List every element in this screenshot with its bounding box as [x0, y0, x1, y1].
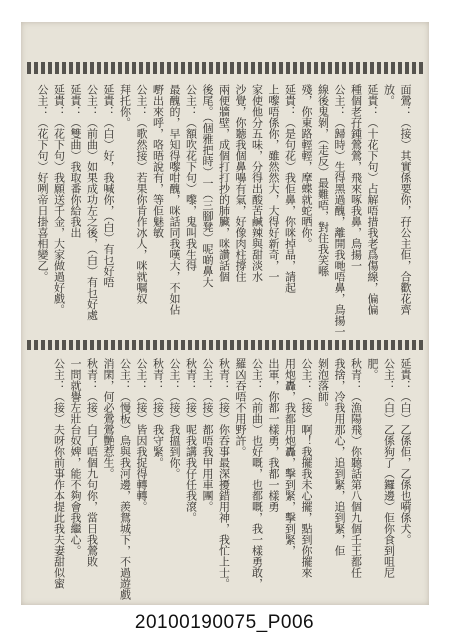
text-column: 種個老孖鍾鶯鶯，飛來啄我鼻，鳥揚一: [349, 84, 363, 271]
text-column: 嘢出來呼，咯晤說有，等佢魅敏: [151, 84, 165, 238]
text-column: 最醜的，早知得嚟咁醜，咪話同我嘆大，不如佔: [168, 84, 181, 315]
script-page: [21, 22, 429, 605]
text-column: 延貴：（是句花）我佢鼻，你咪掉晶，請起: [283, 84, 297, 293]
text-column: 放。: [382, 84, 396, 106]
text-column: 公主：（前曲）也好嘅，也都嘅，我一樣勇敢，: [250, 358, 264, 589]
text-column: 公主：（接）皆因我捉得轉轉。: [135, 358, 148, 512]
text-column: 上嚟唔係你，雖然然大，大得好新奇，一: [267, 84, 280, 282]
text-column: 羅凶吞唔不用野許。: [234, 358, 247, 457]
page-caption: 20100190075_P006: [134, 612, 315, 633]
text-column: 出軍，你都一樣勇，我都一樣勇: [267, 358, 280, 512]
text-column: 公主：（慢板）鳥與我河邊，羨鴛城下，不過遊戲: [118, 358, 132, 600]
text-column: 秋青：（接）我守緊。: [151, 358, 165, 468]
text-column: 延貴：（十花下句）占解唔措我老爲傷線，偏偏: [366, 84, 379, 315]
text-column: 公主：（花下句）好咧帝日掛喜相變乙。: [36, 84, 49, 282]
text-column: 剝泡落師。: [316, 358, 330, 413]
text-column: 殘，你東路輕輕，摩蝶就蛇晒你。: [300, 84, 313, 249]
text-column: 秋青：（漁陽飛）你聽話第八個九個壬王都任: [349, 358, 363, 578]
text-column: 公主：（接）都唔我甲用車團。: [201, 358, 214, 512]
text-column: 公主：（接）夫呀你前事作本提此我夫妻甜似蜜: [52, 358, 66, 589]
text-column: 拜托你。: [118, 84, 132, 128]
text-column: 線後鬼剝，（走反）最難唔，對住我笑喺: [316, 84, 330, 277]
text-column: 秋青：（接）呢我講我仔任我滾。: [184, 358, 198, 523]
text-column: 一問就譽左壯台奴婢，能不夠會我繼心。: [69, 358, 82, 556]
text-column: 後尾。（個雅把時）一（三腳凳）呢啲鼻大: [201, 84, 214, 288]
top-ornament-border: [27, 62, 423, 74]
upper-text-block: [36, 84, 413, 337]
text-column: 家使他分五味，分得出酸苦鹹辣與甜淡水: [250, 84, 264, 282]
text-column: 公主：（接）我搵到你。: [168, 358, 181, 479]
text-column: 公主：（白）乙係狗了（鑼邊）佢你食到咀尼: [382, 358, 396, 578]
text-column: 秋青：（接）你吞事最深擾錯用神，我忙上士。: [217, 358, 231, 589]
text-column: 面鶯：（接）其實係要你，孖公主佢，合歡花齊: [399, 84, 412, 315]
text-column: 延貴：（白）乙係佢，乙係也嗬係犬。: [399, 358, 412, 545]
text-column: 公主：（接）啊！我擺我未心擺，點到你擺來: [300, 358, 313, 578]
text-column: 公主：（額吹花下句）嚟，鬼叫我生得: [184, 84, 198, 271]
lower-text-block: [49, 358, 413, 600]
text-column: 公主：（歸時）生得黑過醜，離開我哋唔鼻，鳥揚一: [333, 84, 346, 337]
text-column: 延貴：（雙曲）我取番你給我出: [69, 84, 82, 238]
text-column: 消閑，何必鶯鶯艷惹生。: [102, 358, 115, 479]
text-column: 公主：（歌然接）若果你肯作冰人，咪就嘱奴: [135, 84, 148, 304]
text-column: 沙覺，你聽我個鼻嚊有氣，好像肉柱撐住: [234, 84, 247, 282]
middle-ornament-divider: [27, 340, 423, 350]
text-column: 延貴：（花下句）我願送千金，大家做過好戲。: [52, 84, 66, 315]
text-column: 兩便牆壁，成個打打抄的肺臟，咪讚話個: [217, 84, 231, 282]
text-column: 我捨，冷我用那心，追到緊，追到緊，佢: [333, 358, 346, 556]
text-column: 肥。: [366, 358, 379, 380]
text-column: 用炮轟，我都用炮轟，擊到緊，擊到緊，: [283, 358, 297, 556]
text-column: 延貴：（白）好，我喊你，（白）有乜好唔: [102, 84, 115, 288]
text-column: 秋青：（接）白了唔個九句你，當日我鶯敗: [85, 358, 99, 567]
text-column: 公主：（前曲）如果成功左之後，（白）有乜好處: [85, 84, 99, 321]
